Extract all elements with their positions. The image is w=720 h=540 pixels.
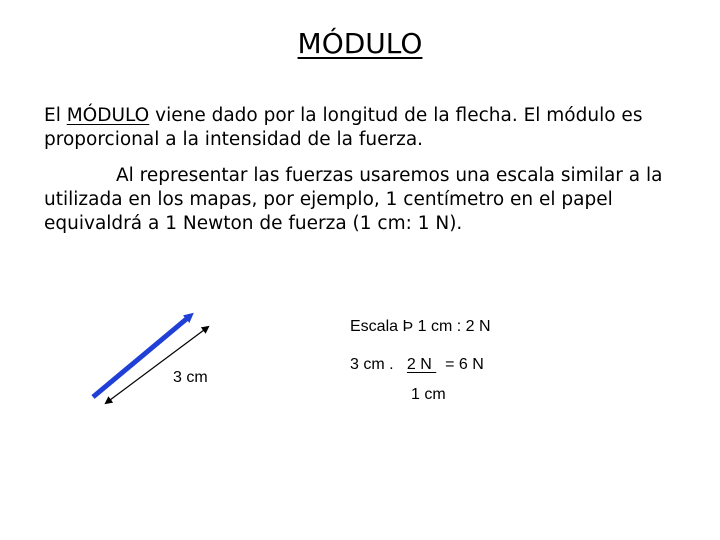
- calculation-line: [350, 356, 484, 374]
- slide-title: [0, 26, 720, 62]
- implies-symbol: Þ: [402, 318, 414, 335]
- dimension-line: [106, 327, 208, 403]
- fraction-denominator: 1 cm: [411, 386, 446, 403]
- force-arrow-figure: [90, 305, 230, 415]
- calculation-factor: 3 cm .: [350, 356, 394, 373]
- scale-label: Escala: [350, 318, 399, 335]
- paragraph1-prefix: El: [44, 105, 67, 126]
- paragraph-modulo-definition: [44, 104, 684, 152]
- scale-ratio: 1 cm : 2 N: [417, 318, 491, 335]
- paragraph1-rest: viene dado por la longitud de la flecha. El módulo es proporcional a la intensidad de la fuerza.: [44, 105, 643, 150]
- measure-label: 3 cm: [173, 369, 208, 386]
- fraction-numerator: 2 N: [406, 356, 437, 373]
- calculation-result: = 6 N: [445, 356, 484, 373]
- scale-line: [350, 318, 491, 336]
- paragraph1-emphasis: MÓDULO: [66, 105, 150, 126]
- paragraph-scale-explanation: [44, 164, 684, 236]
- paragraph2-text: Al representar las fuerzas usaremos una escala similar a la utilizada en los mapas, por ejemplo, 1 centímetro en el papel equivaldrá a 1 Newton de fuerza (1 cm: 1 N).: [44, 165, 663, 234]
- slide-title-text: MÓDULO: [297, 27, 423, 60]
